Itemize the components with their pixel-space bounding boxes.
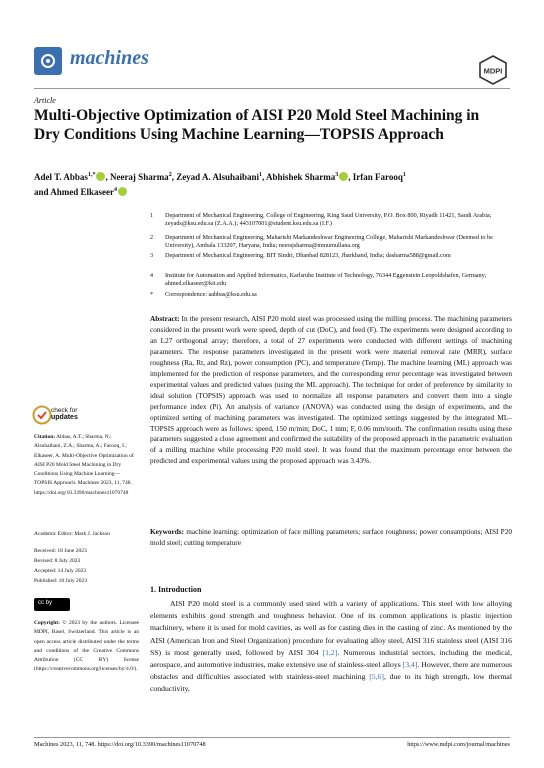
abstract: Abstract: In the present research, AISI P20 mold steel was processed using the milling process. The machining parameters considered in the present work were speed, depth of cut (DoC), and feed (F). The experiments were designed according to an L27 orthogonal array; therefore, a total of 27 experiments were conducted with different settings of machining parameters. The response parameters investigated in the present work were material removal rate (MRR), surface roughness (Ra, Rt, and Rz), power consumption (PC), and temperature (Temp). The machine learning (ML) approach was implemented for the prediction of response parameters, and the corresponding error percentage was investigated between experimental values and predicted values (using the ML approach). The technique for order of preference by similarity to ideal solution (TOPSIS) approach was used to normalize all response parameters and convert them into a single performance index (Pi). An analysis of variance (ANOVA) was conducted using the design of experiments, and the optimized setting of machining parameters was investigated. The optimized settings suggested by the integrated ML–TOPSIS approach were as follows: speed, 150 m/min; DoC, 1 mm; F, 0.06 mm/tooth. The confirmation results using these parameters suggested a close agreement and confirmed the suitability of the proposed approach in the parametric evaluation of a milling machine while processing P20 mold steel. It was found that the maximum percentage error between the predicted and experimental values using the proposed approach was 3.43%.: [150, 314, 513, 466]
footer-journal-url[interactable]: https://www.mdpi.com/journal/machines: [407, 741, 510, 748]
received-date: Received: 18 June 2023: [34, 548, 87, 554]
accepted-date: Accepted: 14 July 2023: [34, 568, 87, 574]
check-for-updates-icon[interactable]: [32, 405, 52, 425]
article-title: Multi-Objective Optimization of AISI P20 Mold Steel Machining in Dry Conditions Using Machine Learning—TOPSIS Approach: [34, 107, 480, 143]
orcid-icon[interactable]: [118, 187, 127, 196]
author-name: Ahmed Elkaseer: [50, 187, 115, 197]
author-name: Neeraj Sharma: [109, 172, 169, 182]
intro-paragraph: AISI P20 mold steel is a commonly used steel with a variety of applications. This steel with low alloying elements exhibits good strength and toughness behavior. One of its common applications is plastic injection machinery, where it is used for mold cavities, as well as for casting dies in the casting of zinc. As mentioned by the AISI (American Iron and Steel Organization) procedure for evaluating alloy steel, AISI 316 stainless steel (AISI 316 SS) is most generally used, followed by AISI 304 [1,2]. Numerous industrial sectors, including the medical, aerospace, and automotive industries, make extensive use of stainless-steel alloys [3,4]. However, there are numerous obstacles and difficulties associated with stainless-steel machining [5,6], due to its high strength, low thermal conductivity,: [150, 599, 512, 694]
check-for-updates[interactable]: check for updates: [51, 407, 78, 421]
author-list: Adel T. Abbas$^{1,*}$ , Neeraj Sharma$^2$, Zeyad A. Alsuhaibani$^1$, Abhishek Sharma$^3$ , Irfan Farooq$^1$ and Ahmed Elkaseer$^4$: [34, 172, 406, 197]
cc-license-badge[interactable]: cc by: [34, 598, 70, 611]
author-name: Abhishek Sharma: [266, 172, 336, 182]
citation-link[interactable]: [3,4]: [402, 660, 418, 670]
author-name: Irfan Farooq: [352, 172, 403, 182]
copyright: Copyright: © 2023 by the authors. Licensee MDPI, Basel, Switzerland. This article is an open access article distributed under the terms and conditions of the Creative Commons Attribution (CC BY) license (https://creativecommons.org/licenses/by/4.0/).: [34, 620, 139, 673]
orcid-icon[interactable]: [339, 172, 348, 181]
correspondence: * Correspondence: aabbas@ksu.edu.sa: [150, 291, 257, 298]
affiliation: 4 Institute for Automation and Applied Informatics, Karlsruhe Institute of Technology, 76344 Eggenstein Leopoldshafen, Germany; ahmed.elkaseer@kit.edu: [150, 272, 487, 288]
citation-link[interactable]: [1,2]: [322, 647, 338, 657]
affiliation: 3 Department of Mechanical Engineering, BIT Sindri, Dhanbad 828123, Jharkhand, India; dasharma588@gmail.com: [150, 252, 451, 259]
citation-link[interactable]: [5,6]: [369, 672, 384, 682]
footer-divider: [34, 737, 510, 738]
section-heading: 1. Introduction: [150, 585, 202, 594]
published-date: Published: 18 July 2023: [34, 578, 88, 584]
academic-editor: Academic Editor: Mark J. Jackson: [34, 531, 110, 537]
article-type: Article: [34, 96, 56, 105]
affiliation: 1 Department of Mechanical Engineering, College of Engineering, King Saud University, P.O. Box 800, Riyadh 11421, Saudi Arabia; zeyads@ksu.edu.sa (Z.A.A.); 443107001@student.ksu.edu.sa (I.F.): [150, 212, 492, 228]
revised-date: Revised: 8 July 2023: [34, 558, 81, 564]
mdpi-logo-text: MDPI: [483, 66, 503, 76]
affiliation: 2 Department of Mechanical Engineering, Maharishi Markandeshwar Engineering College, Maharishi Markandeshwar (Deemed to be University), Ambala 133207, Haryana, India; neerajsharma@mmumullana.org: [150, 234, 493, 250]
keywords: Keywords: machine learning; optimization of face milling parameters; surface roughness; power consumptions; AISI P20 mold steel; cutting temperature: [150, 527, 512, 547]
footer-citation[interactable]: Machines 2023, 11, 748. https://doi.org/10.3390/machines11070748: [34, 741, 206, 748]
citation: Citation: Abbas, A.T.; Sharma, N.; Alsuhaibani, Z.A.; Sharma, A.; Farooq, I.; Elkaseer, A. Multi-Objective Optimization of AISI P20 Mold Steel Machining in Dry Conditions Using Machine Learning—TOPSIS Approach. Machines 2023, 11, 748. https://doi.org/10.3390/machines11070748: [34, 434, 134, 496]
author-name: Zeyad A. Alsuhaibani: [176, 172, 259, 182]
journal-name[interactable]: machines: [70, 47, 149, 69]
author-name: Adel T. Abbas: [34, 172, 88, 182]
header-divider: [34, 88, 510, 89]
mdpi-logo[interactable]: [478, 55, 508, 85]
orcid-icon[interactable]: [96, 172, 105, 181]
gear-icon: [38, 51, 58, 71]
